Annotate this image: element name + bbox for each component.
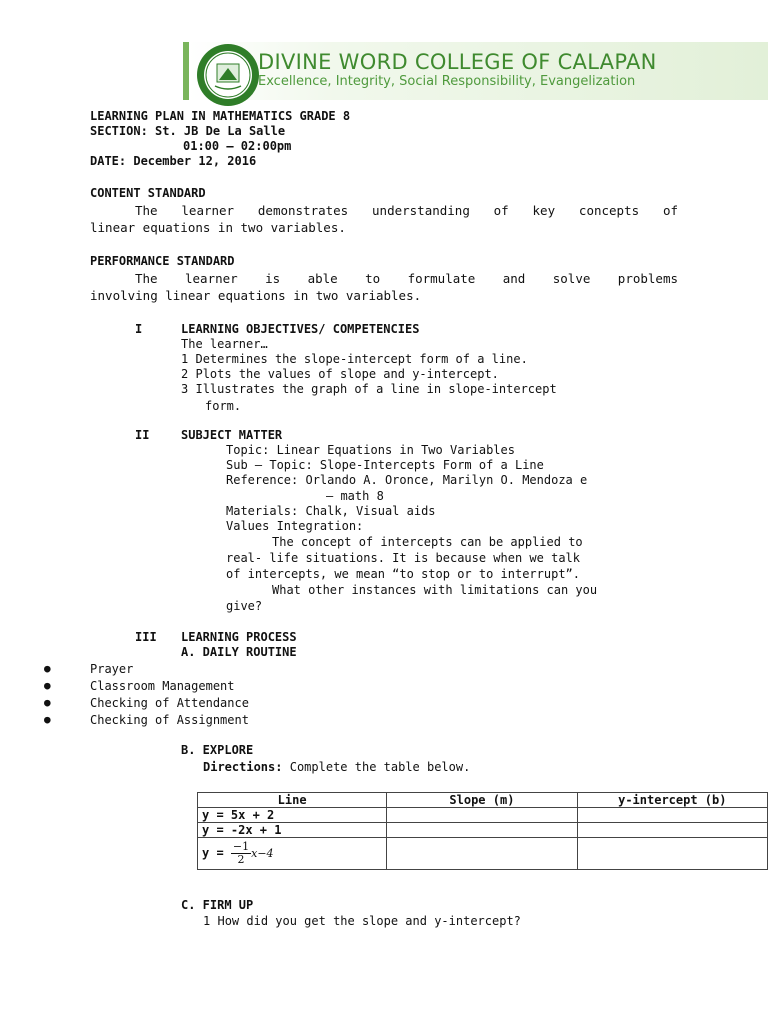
section-value: St. JB De La Salle — [155, 124, 286, 138]
table-row — [198, 838, 768, 870]
objectives-numeral: I — [135, 322, 143, 336]
directions-line — [203, 760, 470, 775]
objective-num: 2 — [181, 367, 189, 381]
table-row — [198, 823, 768, 838]
bullet-icon: ● — [44, 679, 51, 692]
table-cell-slope[interactable] — [387, 808, 577, 823]
table-cell-y-intercept[interactable] — [577, 808, 767, 823]
explore-heading: B. EXPLORE — [181, 743, 254, 757]
topic-line: Topic: Linear Equations in Two Variables — [226, 443, 515, 457]
table-row — [198, 808, 768, 823]
reference-line: Reference: Orlando A. Oronce, Marilyn O. Mendoza e — [226, 473, 588, 487]
performance-standard-heading: PERFORMANCE STANDARD — [90, 254, 235, 268]
routine-item: Classroom Management — [90, 679, 235, 693]
firm-up-item — [203, 914, 521, 929]
date-label: DATE: — [90, 154, 127, 168]
values-line: of intercepts, we mean “to stop or to interrupt”. — [226, 567, 581, 581]
equation-suffix: x−4 — [251, 847, 274, 860]
objective-num: 3 — [181, 382, 189, 396]
objectives-intro: The learner… — [181, 337, 268, 351]
date-line — [90, 154, 256, 169]
table-header-slope: Slope (m) — [387, 793, 577, 808]
values-line: give? — [226, 599, 263, 613]
table-header-row — [198, 793, 768, 808]
objective-item-3-continued: form. — [205, 399, 242, 413]
directions-text: Complete the table below. — [289, 760, 471, 774]
section-line — [90, 124, 285, 139]
college-name: DIVINE WORD COLLEGE OF CALAPAN — [258, 50, 657, 74]
table-cell-line — [198, 838, 387, 870]
college-seal-logo — [195, 42, 261, 108]
objective-text: Plots the values of slope and y-intercept. — [195, 367, 499, 381]
values-line: What other instances with limitations can you — [272, 583, 598, 597]
objective-item — [181, 382, 557, 397]
objective-text: Determines the slope-intercept form of a line. — [195, 352, 528, 366]
performance-standard-line-2: involving linear equations in two variables. — [90, 288, 422, 303]
table-cell-y-intercept[interactable] — [577, 838, 767, 870]
subtopic-line: Sub – Topic: Slope-Intercepts Form of a Line — [226, 458, 544, 472]
routine-item: Prayer — [90, 662, 134, 676]
daily-routine-heading: A. DAILY ROUTINE — [181, 645, 297, 659]
class-time: 01:00 – 02:00pm — [183, 139, 292, 153]
objective-text: Illustrates the graph of a line in slope-intercept — [195, 382, 557, 396]
learning-process-numeral: III — [135, 630, 157, 644]
objectives-heading: LEARNING OBJECTIVES/ COMPETENCIES — [181, 322, 420, 336]
content-standard-line-2: linear equations in two variables. — [90, 220, 346, 235]
firm-up-text: How did you get the slope and y-intercept? — [217, 914, 521, 928]
routine-item: Checking of Attendance — [90, 696, 249, 710]
slope-intercept-table — [197, 792, 768, 870]
table-cell-slope[interactable] — [387, 823, 577, 838]
fraction — [231, 841, 251, 866]
objective-item — [181, 367, 499, 382]
routine-item: Checking of Assignment — [90, 713, 249, 727]
reference-line-continued: – math 8 — [326, 489, 384, 503]
table-cell-slope[interactable] — [387, 838, 577, 870]
fraction-numerator: −1 — [232, 840, 250, 853]
bullet-icon: ● — [44, 713, 51, 726]
subject-matter-heading: SUBJECT MATTER — [181, 428, 283, 442]
date-value: December 12, 2016 — [133, 154, 257, 168]
fraction-denominator: 2 — [237, 853, 245, 866]
table-header-line: Line — [198, 793, 387, 808]
objective-num: 1 — [181, 352, 189, 366]
bullet-icon: ● — [44, 696, 51, 709]
plan-title: LEARNING PLAN IN MATHEMATICS GRADE 8 — [90, 109, 351, 123]
table-cell-y-intercept[interactable] — [577, 823, 767, 838]
table-header-y-intercept: y-intercept (b) — [577, 793, 767, 808]
values-line: The concept of intercepts can be applied to — [272, 535, 583, 549]
section-label: SECTION: — [90, 124, 148, 138]
subject-matter-numeral: II — [135, 428, 150, 442]
values-integration-label: Values Integration: — [226, 519, 364, 533]
table-cell-line: y = 5x + 2 — [198, 808, 387, 823]
firm-up-heading: C. FIRM UP — [181, 898, 254, 912]
performance-standard-line-1: The learner is able to formulate and solve problems — [135, 271, 678, 286]
bullet-icon: ● — [44, 662, 51, 675]
college-motto: Excellence, Integrity, Social Responsibility, Evangelization — [258, 74, 636, 89]
firm-up-num: 1 — [203, 914, 211, 928]
materials-line: Materials: Chalk, Visual aids — [226, 504, 436, 518]
learning-process-heading: LEARNING PROCESS — [181, 630, 297, 644]
content-standard-heading: CONTENT STANDARD — [90, 186, 206, 200]
directions-label: Directions: — [203, 760, 283, 774]
equation-prefix: y = — [202, 846, 224, 860]
table-cell-line: y = -2x + 1 — [198, 823, 387, 838]
objective-item — [181, 352, 528, 367]
values-line: real- life situations. It is because when we talk — [226, 551, 581, 565]
content-standard-line-1: The learner demonstrates understanding of key concepts of — [135, 203, 678, 218]
